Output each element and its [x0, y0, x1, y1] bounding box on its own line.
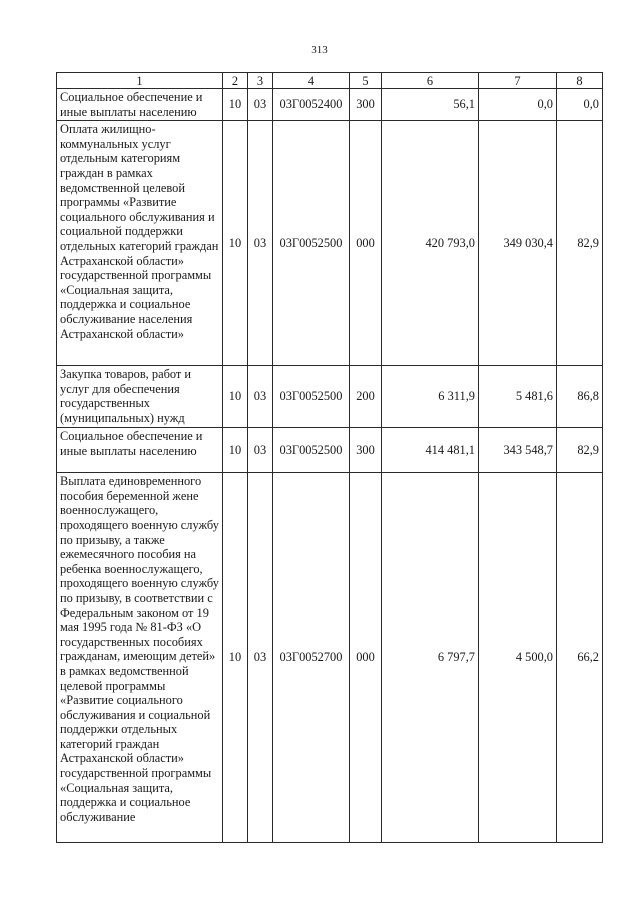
- execution-percent-cell: 86,8: [557, 366, 603, 428]
- column-header-2: 2: [223, 73, 248, 89]
- column-header-5: 5: [350, 73, 382, 89]
- column-header-1: 1: [57, 73, 223, 89]
- expense-type-cell: 300: [350, 89, 382, 121]
- actual-amount-cell: 343 548,7: [479, 428, 557, 473]
- target-article-cell: 03Г0052500: [273, 121, 350, 366]
- plan-amount-cell: 420 793,0: [382, 121, 479, 366]
- column-header-4: 4: [273, 73, 350, 89]
- expense-type-cell: 200: [350, 366, 382, 428]
- row-name-cell: Закупка товаров, работ и услуг для обеспечения государственных (муниципальных) нужд: [57, 366, 223, 428]
- row-name-cell: Социальное обеспечение и иные выплаты населению: [57, 89, 223, 121]
- execution-percent-cell: 82,9: [557, 428, 603, 473]
- section-code-cell: 10: [223, 366, 248, 428]
- column-header-8: 8: [557, 73, 603, 89]
- table-row: [57, 89, 603, 121]
- actual-amount-cell: 349 030,4: [479, 121, 557, 366]
- row-name-cell: Выплата единовременного пособия беременной жене военнослужащего, проходящего военную службу по призыву, а также ежемесячного пособия на ребенка военнослужащего, проходящего военную службу по призыву, в соответствии с Федеральным законом от 19 мая 1995 года № 81-ФЗ «О государственных пособиях гражданам, имеющим детей» в рамках ведомственной целевой программы «Развитие социального обслуживания и социальной поддержки отдельных категорий граждан Астраханской области» государственной программы «Социальная защита, поддержка и социальное обслуживание: [57, 473, 223, 843]
- table-row: [57, 473, 603, 843]
- section-code-cell: 10: [223, 89, 248, 121]
- target-article-cell: 03Г0052500: [273, 428, 350, 473]
- page-number: 313: [311, 44, 328, 56]
- target-article-cell: 03Г0052400: [273, 89, 350, 121]
- column-header-6: 6: [382, 73, 479, 89]
- table-header-row: [57, 73, 603, 89]
- subsection-code-cell: 03: [248, 428, 273, 473]
- target-article-cell: 03Г0052500: [273, 366, 350, 428]
- actual-amount-cell: 0,0: [479, 89, 557, 121]
- subsection-code-cell: 03: [248, 366, 273, 428]
- expense-type-cell: 300: [350, 428, 382, 473]
- actual-amount-cell: 4 500,0: [479, 473, 557, 843]
- table-row: [57, 366, 603, 428]
- subsection-code-cell: 03: [248, 473, 273, 843]
- row-name-cell: Социальное обеспечение и иные выплаты населению: [57, 428, 223, 473]
- execution-percent-cell: 82,9: [557, 121, 603, 366]
- plan-amount-cell: 6 311,9: [382, 366, 479, 428]
- table-row: [57, 121, 603, 366]
- budget-table: [56, 72, 603, 843]
- plan-amount-cell: 6 797,7: [382, 473, 479, 843]
- row-name-cell: Оплата жилищно-коммунальных услуг отдельным категориям граждан в рамках ведомственной целевой программы «Развитие социального обслуживания и социальной поддержки отдельных категорий граждан Астраханской области» государственной программы «Социальная защита, поддержка и социальное обслуживание населения Астраханской области»: [57, 121, 223, 366]
- plan-amount-cell: 414 481,1: [382, 428, 479, 473]
- section-code-cell: 10: [223, 428, 248, 473]
- actual-amount-cell: 5 481,6: [479, 366, 557, 428]
- table-row: [57, 428, 603, 473]
- target-article-cell: 03Г0052700: [273, 473, 350, 843]
- subsection-code-cell: 03: [248, 89, 273, 121]
- column-header-7: 7: [479, 73, 557, 89]
- execution-percent-cell: 66,2: [557, 473, 603, 843]
- expense-type-cell: 000: [350, 473, 382, 843]
- section-code-cell: 10: [223, 473, 248, 843]
- column-header-3: 3: [248, 73, 273, 89]
- section-code-cell: 10: [223, 121, 248, 366]
- expense-type-cell: 000: [350, 121, 382, 366]
- subsection-code-cell: 03: [248, 121, 273, 366]
- plan-amount-cell: 56,1: [382, 89, 479, 121]
- execution-percent-cell: 0,0: [557, 89, 603, 121]
